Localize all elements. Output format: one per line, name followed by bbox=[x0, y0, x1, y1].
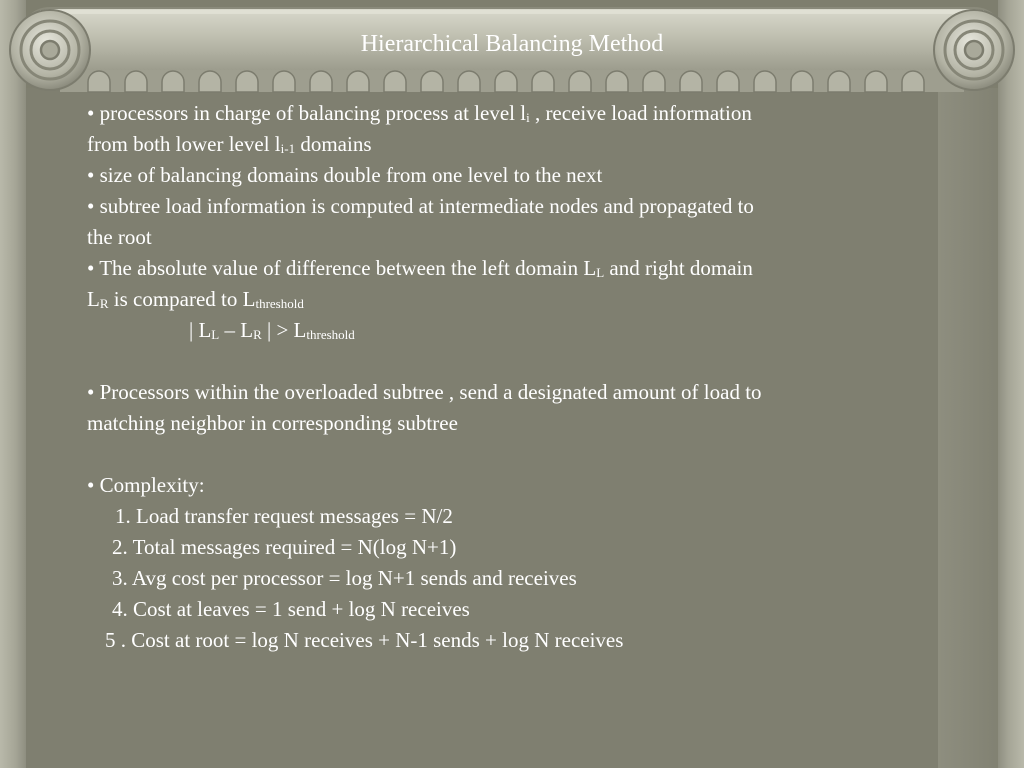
left-column-frame bbox=[0, 0, 26, 768]
complexity-item-1: 1. Load transfer request messages = N/2 bbox=[115, 504, 453, 528]
subscript: R bbox=[99, 296, 109, 311]
text: – L bbox=[219, 318, 254, 342]
bullet-5-line-2: matching neighbor in corresponding subtree bbox=[87, 411, 458, 435]
complexity-item-4: 4. Cost at leaves = 1 send + log N receives bbox=[112, 597, 470, 621]
right-column-frame bbox=[998, 0, 1024, 768]
bullet-2: • size of balancing domains double from one level to the next bbox=[87, 163, 603, 187]
bullet-3-line-1: • subtree load information is computed at intermediate nodes and propagated to bbox=[87, 194, 754, 218]
bullet-1-line-1 bbox=[87, 98, 937, 129]
text: domains bbox=[295, 132, 372, 156]
bullet-4-line-2 bbox=[87, 284, 937, 315]
subscript: threshold bbox=[306, 327, 355, 342]
bullet-4-line-1 bbox=[87, 253, 937, 284]
complexity-item-5: 5 . Cost at root = log N receives + N-1 sends + log N receives bbox=[105, 628, 624, 652]
subscript: R bbox=[253, 327, 262, 342]
text: | L bbox=[189, 318, 212, 342]
text: | > L bbox=[261, 318, 307, 342]
threshold-formula bbox=[87, 315, 937, 346]
text: • The absolute value of difference between the left domain L bbox=[87, 256, 597, 280]
subscript: L bbox=[211, 327, 220, 342]
bullet-3-line-2: the root bbox=[87, 225, 152, 249]
complexity-heading: • Complexity: bbox=[87, 473, 205, 497]
text: and right domain bbox=[604, 256, 753, 280]
blank-line bbox=[87, 439, 937, 470]
blank-line bbox=[87, 346, 937, 377]
text: • processors in charge of balancing process at level l bbox=[87, 101, 527, 125]
subscript: i bbox=[526, 110, 530, 125]
text: from both lower level l bbox=[87, 132, 281, 156]
text: is compared to L bbox=[108, 287, 256, 311]
slide-body bbox=[87, 98, 937, 656]
egg-molding-row bbox=[88, 71, 924, 92]
bullet-5-line-1: • Processors within the overloaded subtree , send a designated amount of load to bbox=[87, 380, 762, 404]
bullet-1-line-2 bbox=[87, 129, 937, 160]
text: , receive load information bbox=[529, 101, 752, 125]
complexity-item-2: 2. Total messages required = N(log N+1) bbox=[112, 535, 457, 559]
complexity-item-3: 3. Avg cost per processor = log N+1 sends and receives bbox=[112, 566, 577, 590]
subscript: L bbox=[596, 265, 605, 280]
text: L bbox=[87, 287, 100, 311]
subscript: threshold bbox=[255, 296, 304, 311]
subscript: i-1 bbox=[280, 141, 296, 156]
slide-title: Hierarchical Balancing Method bbox=[360, 31, 664, 57]
